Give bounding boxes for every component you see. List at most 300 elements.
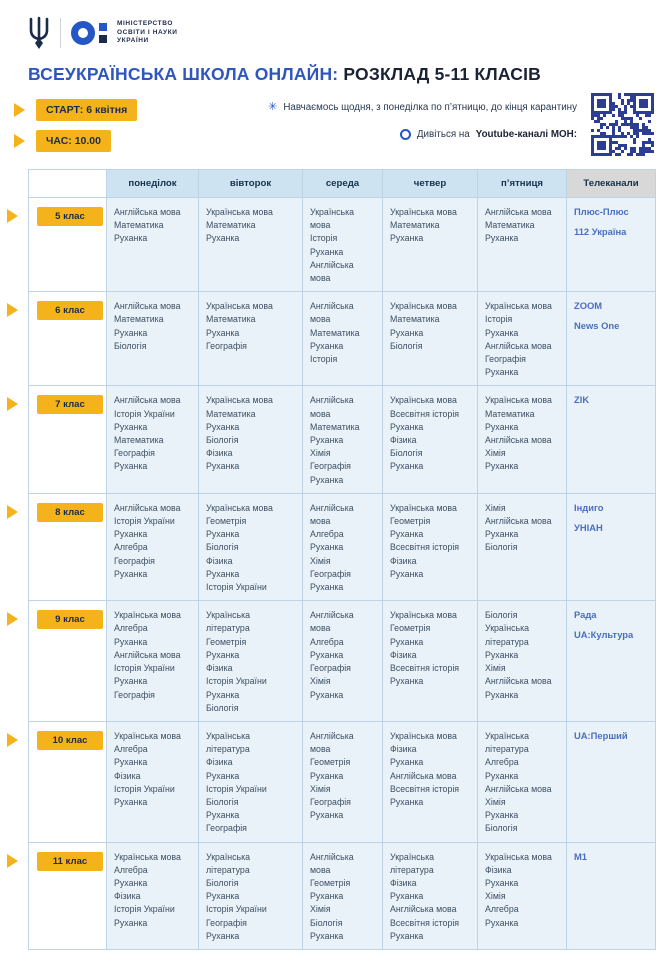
subject-label: Українська мова <box>206 395 273 406</box>
subject-label: Руханка <box>390 930 424 941</box>
tv-channel-label: News One <box>574 320 620 332</box>
subject-label: Руханка <box>390 327 424 338</box>
subject-label: Англійська мова <box>310 395 354 419</box>
subject-label: Українська література <box>206 610 251 634</box>
column-header: середа <box>303 170 383 198</box>
subject-label: Історія України <box>206 904 267 915</box>
subject-label: Українська література <box>206 851 251 875</box>
subject-label: Руханка <box>114 877 148 888</box>
arrow-right-icon <box>7 854 18 868</box>
subject-label: Руханка <box>390 757 424 768</box>
subject-label: Руханка <box>114 327 148 338</box>
subject-label: Фізика <box>114 891 141 902</box>
subject-label: Українська мова <box>390 301 457 312</box>
subject-label: Українська мова <box>485 851 552 862</box>
subject-label: Геометрія <box>206 636 247 647</box>
subject-label: Хімія <box>310 783 331 794</box>
subject-label: Геометрія <box>206 516 247 527</box>
ukraine-trident-icon <box>28 16 50 50</box>
subject-label: Хімія <box>485 891 506 902</box>
subject-label: Математика <box>206 408 256 419</box>
subject-label: Алгебра <box>485 757 519 768</box>
note-daily-text: Навчаємось щодня, з понеділка по п’ятницю, до кінця карантину <box>283 102 577 113</box>
subject-label: Історія України <box>206 783 267 794</box>
day-cell <box>107 721 199 842</box>
subject-label: Руханка <box>206 233 240 244</box>
subject-label: Руханка <box>206 770 240 781</box>
subject-label: Фізика <box>206 663 233 674</box>
subject-label: Хімія <box>310 676 331 687</box>
note-youtube <box>400 129 577 140</box>
subject-label: Всесвітня історія <box>390 663 460 674</box>
subject-label: Фізика <box>390 555 417 566</box>
subject-label: Руханка <box>485 810 519 821</box>
day-cell <box>199 842 303 949</box>
subject-label: Історія України <box>206 676 267 687</box>
tv-channels-cell <box>567 386 656 493</box>
day-cell <box>383 601 478 722</box>
subject-label: Математика <box>485 408 535 419</box>
subject-label: Біологія <box>390 448 423 459</box>
day-cell <box>478 721 567 842</box>
subject-label: Хімія <box>485 448 506 459</box>
subject-label: Руханка <box>114 421 148 432</box>
subject-label: Англійська мова <box>310 851 354 875</box>
subject-label: Хімія <box>485 663 506 674</box>
subject-label: Англійська мова <box>114 502 181 513</box>
subject-label: Англійська мова <box>390 904 457 915</box>
table-row <box>29 198 656 292</box>
logo-divider <box>60 18 61 48</box>
subject-label: Географія <box>310 461 351 472</box>
start-badge-line <box>14 99 243 121</box>
column-header-class <box>29 170 107 198</box>
subject-label: Всесвітня історія <box>390 917 460 928</box>
subject-label: Руханка <box>390 891 424 902</box>
subject-label: Руханка <box>390 461 424 472</box>
day-cell <box>199 386 303 493</box>
subject-label: Історія <box>310 354 338 365</box>
subject-label: Біологія <box>485 823 518 834</box>
subject-label: Біологія <box>206 542 239 553</box>
subject-label: Географія <box>114 448 155 459</box>
day-cell <box>107 842 199 949</box>
subject-label: Руханка <box>310 930 344 941</box>
arrow-right-icon <box>7 733 18 747</box>
subject-label: Українська мова <box>206 502 273 513</box>
subject-label: Руханка <box>485 327 519 338</box>
day-cell <box>303 601 383 722</box>
grade-cell <box>29 292 107 386</box>
tv-channel-label: ZIK <box>574 394 590 406</box>
subject-label: Руханка <box>206 421 240 432</box>
grade-cell <box>29 721 107 842</box>
subject-label: Алгебра <box>114 542 148 553</box>
subject-label: Руханка <box>390 636 424 647</box>
subject-label: Руханка <box>390 796 424 807</box>
subject-label: Географія <box>310 796 351 807</box>
subject-label: Руханка <box>206 568 240 579</box>
day-cell <box>199 493 303 600</box>
subject-label: Математика <box>485 220 535 231</box>
subject-label: Англійська мова <box>310 610 354 634</box>
subject-label: Руханка <box>114 757 148 768</box>
subject-label: Українська мова <box>485 301 552 312</box>
tv-channels-cell <box>567 292 656 386</box>
subject-label: Фізика <box>485 864 512 875</box>
subject-label: Біологія <box>206 796 239 807</box>
subject-label: Хімія <box>310 555 331 566</box>
subject-label: Руханка <box>114 796 148 807</box>
subject-label: Географія <box>485 354 526 365</box>
subject-label: Руханка <box>114 917 148 928</box>
subject-label: Геометрія <box>390 516 431 527</box>
subject-label: Руханка <box>310 649 344 660</box>
subject-label: Алгебра <box>114 744 148 755</box>
column-header: вівторок <box>199 170 303 198</box>
arrow-right-icon <box>14 103 25 117</box>
subject-label: Історія України <box>206 582 267 593</box>
subject-label: Англійська мова <box>485 676 552 687</box>
subject-label: Фізика <box>390 649 417 660</box>
subject-label: Математика <box>206 314 256 325</box>
tv-channel-label: M1 <box>574 850 588 862</box>
arrow-right-icon <box>7 209 18 223</box>
tv-channels-cell <box>567 601 656 722</box>
subject-label: Руханка <box>206 930 240 941</box>
tv-channels-cell <box>567 198 656 292</box>
tv-channel-label: ZOOM <box>574 300 603 312</box>
tv-channels-cell <box>567 721 656 842</box>
subject-label: Англійська мова <box>485 207 552 217</box>
logo-row <box>28 12 655 54</box>
subject-label: Руханка <box>485 649 519 660</box>
grade-badge: 7 клас <box>37 395 103 414</box>
subject-label: Математика <box>310 421 360 432</box>
arrow-right-icon <box>7 612 18 626</box>
table-row <box>29 721 656 842</box>
subject-label: Руханка <box>485 529 519 540</box>
table-row <box>29 493 656 600</box>
start-badge: СТАРТ: 6 квітня <box>36 99 137 121</box>
subject-label: Руханка <box>485 421 519 432</box>
subject-label: Українська мова <box>390 610 457 621</box>
subject-label: Біологія <box>206 702 239 713</box>
subject-label: Англійська мова <box>114 301 181 312</box>
day-cell <box>383 721 478 842</box>
subject-label: Українська мова <box>310 207 355 231</box>
schedule-head <box>29 170 656 198</box>
day-cell <box>478 493 567 600</box>
subject-label: Руханка <box>390 233 424 244</box>
note-youtube-prefix: Дивіться на <box>416 129 470 140</box>
subject-label: Руханка <box>206 810 240 821</box>
subject-label: Хімія <box>310 448 331 459</box>
subject-label: Фізика <box>206 757 233 768</box>
subject-label: Алгебра <box>310 529 344 540</box>
subject-label: Руханка <box>310 435 344 446</box>
subject-label: Руханка <box>390 529 424 540</box>
subject-label: Математика <box>114 220 164 231</box>
subject-label: Руханка <box>485 689 519 700</box>
subject-label: Географія <box>114 689 155 700</box>
table-row <box>29 601 656 722</box>
grade-cell <box>29 493 107 600</box>
subject-label: Руханка <box>114 676 148 687</box>
day-cell <box>478 601 567 722</box>
ministry-line: МІНІСТЕРСТВО <box>117 20 174 28</box>
subject-label: Українська література <box>390 851 435 875</box>
subject-label: Англійська мова <box>485 783 552 794</box>
subject-label: Всесвітня історія <box>390 408 460 419</box>
subject-label: Алгебра <box>310 636 344 647</box>
subject-label: Геометрія <box>310 757 351 768</box>
subject-label: Руханка <box>310 340 344 351</box>
time-badge: ЧАС: 10.00 <box>36 130 111 152</box>
subject-label: Хімія <box>310 904 331 915</box>
notes-column <box>243 99 591 140</box>
day-cell <box>107 292 199 386</box>
column-header: Телеканали <box>567 170 656 198</box>
grade-badge: 5 клас <box>37 207 103 226</box>
subject-label: Алгебра <box>114 864 148 875</box>
subject-label: Англійська мова <box>310 259 354 284</box>
grade-badge: 10 клас <box>37 731 103 750</box>
column-header: п’ятниця <box>478 170 567 198</box>
subject-label: Історія України <box>114 516 175 527</box>
subject-label: Українська література <box>485 623 530 647</box>
subject-label: Руханка <box>114 529 148 540</box>
subject-label: Українська мова <box>206 301 273 312</box>
subject-label: Руханка <box>310 474 344 485</box>
subject-label: Географія <box>310 568 351 579</box>
subject-label: Математика <box>390 220 440 231</box>
subject-label: Географія <box>206 917 247 928</box>
subject-label: Руханка <box>485 367 519 378</box>
schedule-body <box>29 198 656 950</box>
subject-label: Руханка <box>310 810 344 821</box>
arrow-right-icon <box>7 397 18 411</box>
column-header: четвер <box>383 170 478 198</box>
tv-channel-label: UA:Культура <box>574 629 634 641</box>
page-title-primary: ВСЕУКРАЇНСЬКА ШКОЛА ОНЛАЙН: <box>28 64 339 84</box>
subject-label: Математика <box>114 435 164 446</box>
subject-label: Англійська мова <box>310 301 354 325</box>
subject-label: Англійська мова <box>390 770 457 781</box>
subject-label: Фізика <box>390 744 417 755</box>
day-cell <box>303 721 383 842</box>
table-row <box>29 292 656 386</box>
subject-label: Руханка <box>206 529 240 540</box>
subject-label: Геометрія <box>390 623 431 634</box>
subject-label: Руханка <box>206 327 240 338</box>
day-cell <box>303 386 383 493</box>
subject-label: Руханка <box>206 649 240 660</box>
subject-label: Біологія <box>310 917 343 928</box>
subject-label: Алгебра <box>485 904 519 915</box>
badges-column <box>28 99 243 152</box>
subject-label: Англійська мова <box>485 516 552 527</box>
grade-badge: 8 клас <box>37 503 103 522</box>
subject-label: Географія <box>206 823 247 834</box>
subject-label: Руханка <box>390 421 424 432</box>
subject-label: Руханка <box>206 461 240 472</box>
day-cell <box>107 198 199 292</box>
circle-icon <box>400 129 411 140</box>
note-youtube-channel: Youtube-каналі МОН: <box>475 129 577 140</box>
subject-label: Англійська мова <box>114 207 181 217</box>
subject-label: Географія <box>310 663 351 674</box>
subject-label: Українська мова <box>390 502 457 513</box>
tv-channel-label: 112 Україна <box>574 226 627 237</box>
subject-label: Біологія <box>485 542 518 553</box>
subject-label: Руханка <box>310 770 344 781</box>
subject-label: Географія <box>206 340 247 351</box>
ministry-name <box>117 20 178 46</box>
grade-badge: 11 клас <box>37 852 103 871</box>
day-cell <box>199 601 303 722</box>
subject-label: Математика <box>310 327 360 338</box>
subject-label: Всесвітня історія <box>390 783 460 794</box>
day-cell <box>199 292 303 386</box>
info-band <box>28 99 655 157</box>
day-cell <box>199 198 303 292</box>
subject-label: Біологія <box>206 435 239 446</box>
subject-label: Руханка <box>485 770 519 781</box>
day-cell <box>303 493 383 600</box>
subject-label: Біологія <box>206 877 239 888</box>
subject-label: Руханка <box>206 891 240 902</box>
subject-label: Хімія <box>485 796 506 807</box>
day-cell <box>107 493 199 600</box>
subject-label: Англійська мова <box>485 435 552 446</box>
mon-logo-icon <box>71 21 107 45</box>
day-cell <box>107 601 199 722</box>
subject-label: Руханка <box>310 542 344 553</box>
day-cell <box>383 292 478 386</box>
subject-label: Математика <box>390 314 440 325</box>
tv-channel-label: Індиго <box>574 501 604 513</box>
subject-label: Українська мова <box>114 730 181 741</box>
grade-cell <box>29 842 107 949</box>
day-cell <box>478 386 567 493</box>
subject-label: Руханка <box>485 917 519 928</box>
tv-channel-label: UA:Перший <box>574 729 628 741</box>
subject-label: Історія <box>485 314 513 325</box>
subject-label: Географія <box>114 555 155 566</box>
day-cell <box>303 292 383 386</box>
ministry-line: УКРАЇНИ <box>117 37 149 45</box>
subject-label: Руханка <box>206 689 240 700</box>
subject-label: Англійська мова <box>114 395 181 406</box>
subject-label: Руханка <box>485 877 519 888</box>
subject-label: Руханка <box>485 461 519 472</box>
subject-label: Українська мова <box>390 730 457 741</box>
day-cell <box>199 721 303 842</box>
subject-label: Руханка <box>390 676 424 687</box>
subject-label: Руханка <box>310 246 344 257</box>
subject-label: Фізика <box>206 448 233 459</box>
tv-channel-label: УНІАН <box>574 521 603 533</box>
grade-cell <box>29 601 107 722</box>
subject-label: Фізика <box>390 877 417 888</box>
column-header: понеділок <box>107 170 199 198</box>
subject-label: Фізика <box>114 770 141 781</box>
page-title-secondary: РОЗКЛАД 5-11 КЛАСІВ <box>343 64 542 84</box>
subject-label: Українська мова <box>485 395 552 406</box>
schedule-table <box>28 169 656 950</box>
day-cell <box>478 292 567 386</box>
subject-label: Геометрія <box>310 877 351 888</box>
tv-channel-label: Рада <box>574 609 597 621</box>
subject-label: Фізика <box>390 435 417 446</box>
ministry-line: ОСВІТИ І НАУКИ <box>117 28 178 36</box>
asterisk-icon: ✳ <box>268 101 278 113</box>
grade-badge: 6 клас <box>37 301 103 320</box>
table-row <box>29 386 656 493</box>
subject-label: Історія України <box>114 663 175 674</box>
day-cell <box>107 386 199 493</box>
subject-label: Історія <box>310 233 338 244</box>
subject-label: Руханка <box>390 568 424 579</box>
arrow-right-icon <box>7 505 18 519</box>
subject-label: Українська мова <box>114 610 181 621</box>
grade-cell <box>29 198 107 292</box>
grade-cell <box>29 386 107 493</box>
subject-label: Біологія <box>390 340 423 351</box>
qr-code <box>591 93 655 157</box>
tv-channel-label: Плюс-Плюс <box>574 206 629 217</box>
subject-label: Англійська мова <box>310 502 354 527</box>
subject-label: Фізика <box>206 555 233 566</box>
subject-label: Англійська мова <box>485 340 552 351</box>
subject-label: Руханка <box>114 461 148 472</box>
tv-channels-cell <box>567 842 656 949</box>
subject-label: Всесвітня історія <box>390 542 460 553</box>
subject-label: Українська література <box>485 730 530 755</box>
day-cell <box>303 198 383 292</box>
note-daily <box>268 102 577 113</box>
subject-label: Руханка <box>114 636 148 647</box>
subject-label: Руханка <box>485 233 519 244</box>
subject-label: Історія України <box>114 783 175 794</box>
subject-label: Біологія <box>114 340 147 351</box>
subject-label: Алгебра <box>114 623 148 634</box>
arrow-right-icon <box>7 303 18 317</box>
subject-label: Англійська мова <box>310 730 354 755</box>
tv-channels-cell <box>567 493 656 600</box>
subject-label: Історія України <box>114 904 175 915</box>
page-title <box>28 64 655 85</box>
day-cell <box>478 198 567 292</box>
day-cell <box>383 386 478 493</box>
subject-label: Руханка <box>114 568 148 579</box>
subject-label: Математика <box>206 220 256 231</box>
subject-label: Математика <box>114 314 164 325</box>
subject-label: Українська мова <box>206 207 273 217</box>
subject-label: Історія України <box>114 408 175 419</box>
arrow-right-icon <box>14 134 25 148</box>
subject-label: Українська література <box>206 730 251 755</box>
subject-label: Українська мова <box>114 851 181 862</box>
time-badge-line <box>14 130 243 152</box>
day-cell <box>383 842 478 949</box>
day-cell <box>478 842 567 949</box>
subject-label: Біологія <box>485 610 518 621</box>
subject-label: Англійська мова <box>114 649 181 660</box>
day-cell <box>383 198 478 292</box>
subject-label: Українська мова <box>390 207 457 217</box>
